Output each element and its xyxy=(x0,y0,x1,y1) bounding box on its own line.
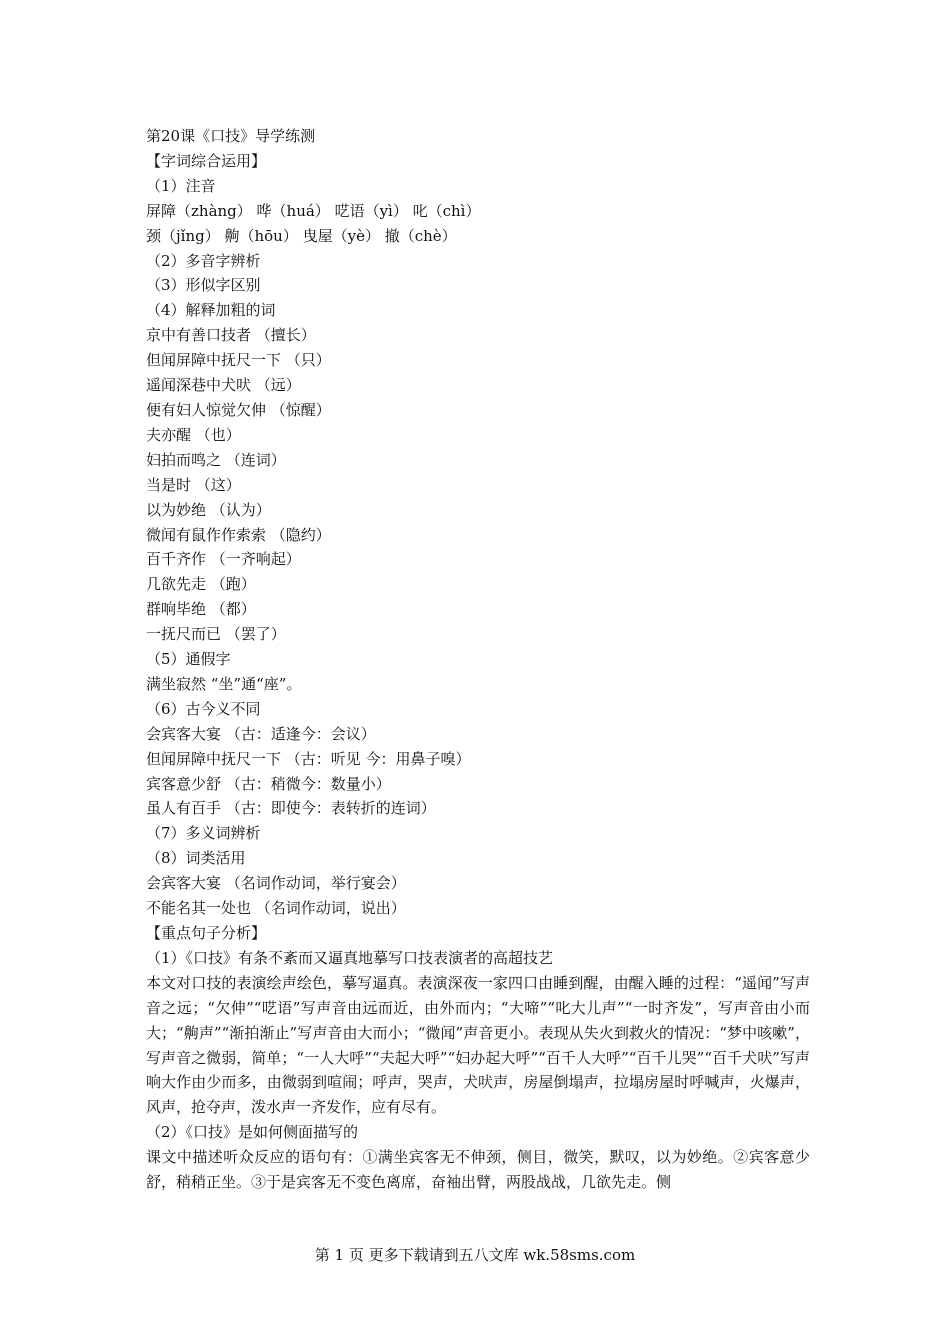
text-line: 虽人有百手 （古：即使今：表转折的连词） xyxy=(146,799,436,818)
text-line: 满坐寂然 “坐”通“座”。 xyxy=(146,674,302,693)
text-line: 但闻屏障中抚尺一下 （古：听见 今：用鼻子嗅） xyxy=(146,749,471,768)
text-line: 当是时 （这） xyxy=(146,475,241,494)
question-2-heading: （2）《口技》是如何侧面描写的 xyxy=(146,1123,359,1142)
paragraph-analysis-1: 本文对口技的表演绘声绘色，摹写逼真。表演深夜一家四口由睡到醒，由醒入睡的过程：“遥闻”写声音之远；“欠伸”“呓语”写声音由远而近，由外而内；“大啼”“叱大儿声”“一时齐发”，写声音由小而大；“齁声”“渐拍渐止”写声音由大而小；“微闻”声音更小。表现从失火到救火的情况：“梦中咳嗽”，写声音之微弱，简单；“一人大呼”“夫起大呼”“妇办起大呼”“百千人大呼”“百千儿哭”“百千犬吠”写声响大作由少而多，由微弱到喧闹；呼声，哭声，犬吠声，房屋倒塌声，拉塌房屋时呼喊声，火爆声，风声，抢夺声，泼水声一齐发作，应有尽有。 xyxy=(146,973,810,1117)
text-line: 几欲先走 （跑） xyxy=(146,575,256,594)
text-line: （2）多音字辨析 xyxy=(146,251,261,270)
text-line: 遥闻深巷中犬吠 （远） xyxy=(146,376,301,395)
paragraph-analysis-2: 课文中描述听众反应的语句有：①满坐宾客无不伸颈，侧目，微笑，默叹，以为妙绝。②宾客意少舒，稍稍正坐。③于是宾客无不变色离席，奋袖出臂，两股战战，几欲先走。侧 xyxy=(146,1148,810,1192)
text-line: 宾客意少舒 （古：稍微今：数量小） xyxy=(146,774,391,793)
text-line: 但闻屏障中抚尺一下 （只） xyxy=(146,351,331,370)
text-line: 【重点句子分析】 xyxy=(146,924,267,942)
text-line: 群响毕绝 （都） xyxy=(146,600,256,619)
text-line: （3）形似字区别 xyxy=(146,276,261,295)
text-line: （8）词类活用 xyxy=(146,849,246,868)
text-line: 屏障（zhàng） 哗（huá） 呓语（yì） 叱（chì） xyxy=(146,201,481,220)
text-line: 京中有善口技者 （擅长） xyxy=(146,326,316,345)
text-line: （4）解释加粗的词 xyxy=(146,301,276,320)
text-line: （7）多义词辨析 xyxy=(146,824,261,843)
text-line: 颈（jǐng） 齁（hōu） 曳屋（yè） 撤（chè） xyxy=(146,226,457,245)
text-line: 便有妇人惊觉欠伸 （惊醒） xyxy=(146,400,331,419)
page-footer: 第 1 页 更多下载请到五八文库 wk.58sms.com xyxy=(314,1246,636,1264)
text-lines xyxy=(146,149,810,971)
text-line: 会宾客大宴 （名词作动词，举行宴会） xyxy=(146,874,406,893)
document-title: 第20课《口技》导学练测 xyxy=(146,127,316,145)
text-line: 百千齐作 （一齐响起） xyxy=(146,550,301,569)
text-line: 以为妙绝 （认为） xyxy=(146,500,271,519)
text-line: 会宾客大宴 （古：适逢今：会议） xyxy=(146,724,376,743)
text-line: （5）通假字 xyxy=(146,650,231,669)
text-line: （1）《口技》有条不紊而又逼真地摹写口技表演者的高超技艺 xyxy=(146,948,554,967)
text-line: 夫亦醒 （也） xyxy=(146,425,241,444)
text-line: 一抚尺而已 （罢了） xyxy=(146,625,286,644)
text-line: 不能名其一处也 （名词作动词，说出） xyxy=(146,899,406,918)
text-line: 妇拍而鸣之 （连词） xyxy=(146,450,286,469)
text-line: （1）注音 xyxy=(146,176,216,195)
text-line: 【字词综合运用】 xyxy=(146,151,267,170)
document-body xyxy=(146,124,810,1195)
text-line: 微闻有鼠作作索索 （隐约） xyxy=(146,525,331,544)
text-line: （6）古今义不同 xyxy=(146,699,261,718)
